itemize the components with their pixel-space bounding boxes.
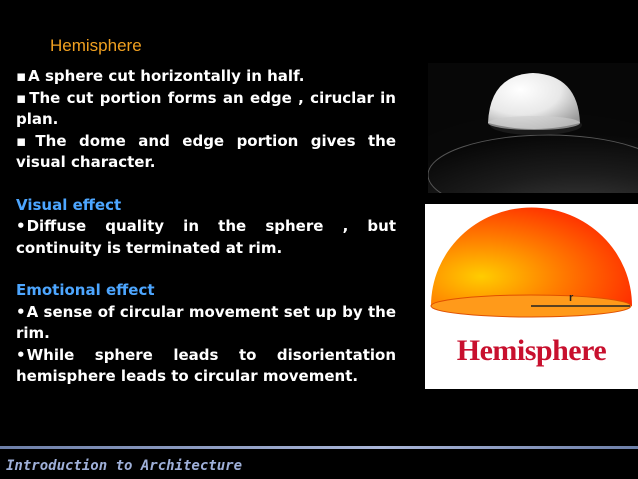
slide-title: Hemisphere (50, 36, 142, 55)
spacer (16, 174, 396, 195)
bullet-item: • Diffuse quality in the sphere , but continuity is terminated at rim. (16, 216, 396, 259)
bullet-item: ▪ The dome and edge portion gives the visual character. (16, 131, 396, 174)
visual-effect-heading: Visual effect (16, 195, 122, 214)
bullet-item: ▪ The cut portion forms an edge , ciruclar in plan. (16, 88, 396, 131)
bullet-item: ▪ A sphere cut horizontally in half. (16, 66, 396, 88)
hemisphere-diagram (425, 204, 638, 389)
bullet-item: • While sphere leads to disorientation hemisphere leads to circular movement. (16, 345, 396, 388)
emotional-effect-heading: Emotional effect (16, 281, 155, 299)
slide-body (16, 66, 396, 388)
footer-title: Introduction to Architecture (6, 458, 243, 474)
bullet-item: • A sense of circular movement set up by the rim. (16, 302, 396, 345)
footer-divider (0, 446, 638, 449)
diagram-caption: Hemisphere (456, 334, 607, 367)
hemisphere-photo-image (428, 63, 638, 193)
hemisphere-photo (428, 63, 638, 193)
spacer (16, 259, 396, 280)
radius-label: r (569, 292, 574, 304)
